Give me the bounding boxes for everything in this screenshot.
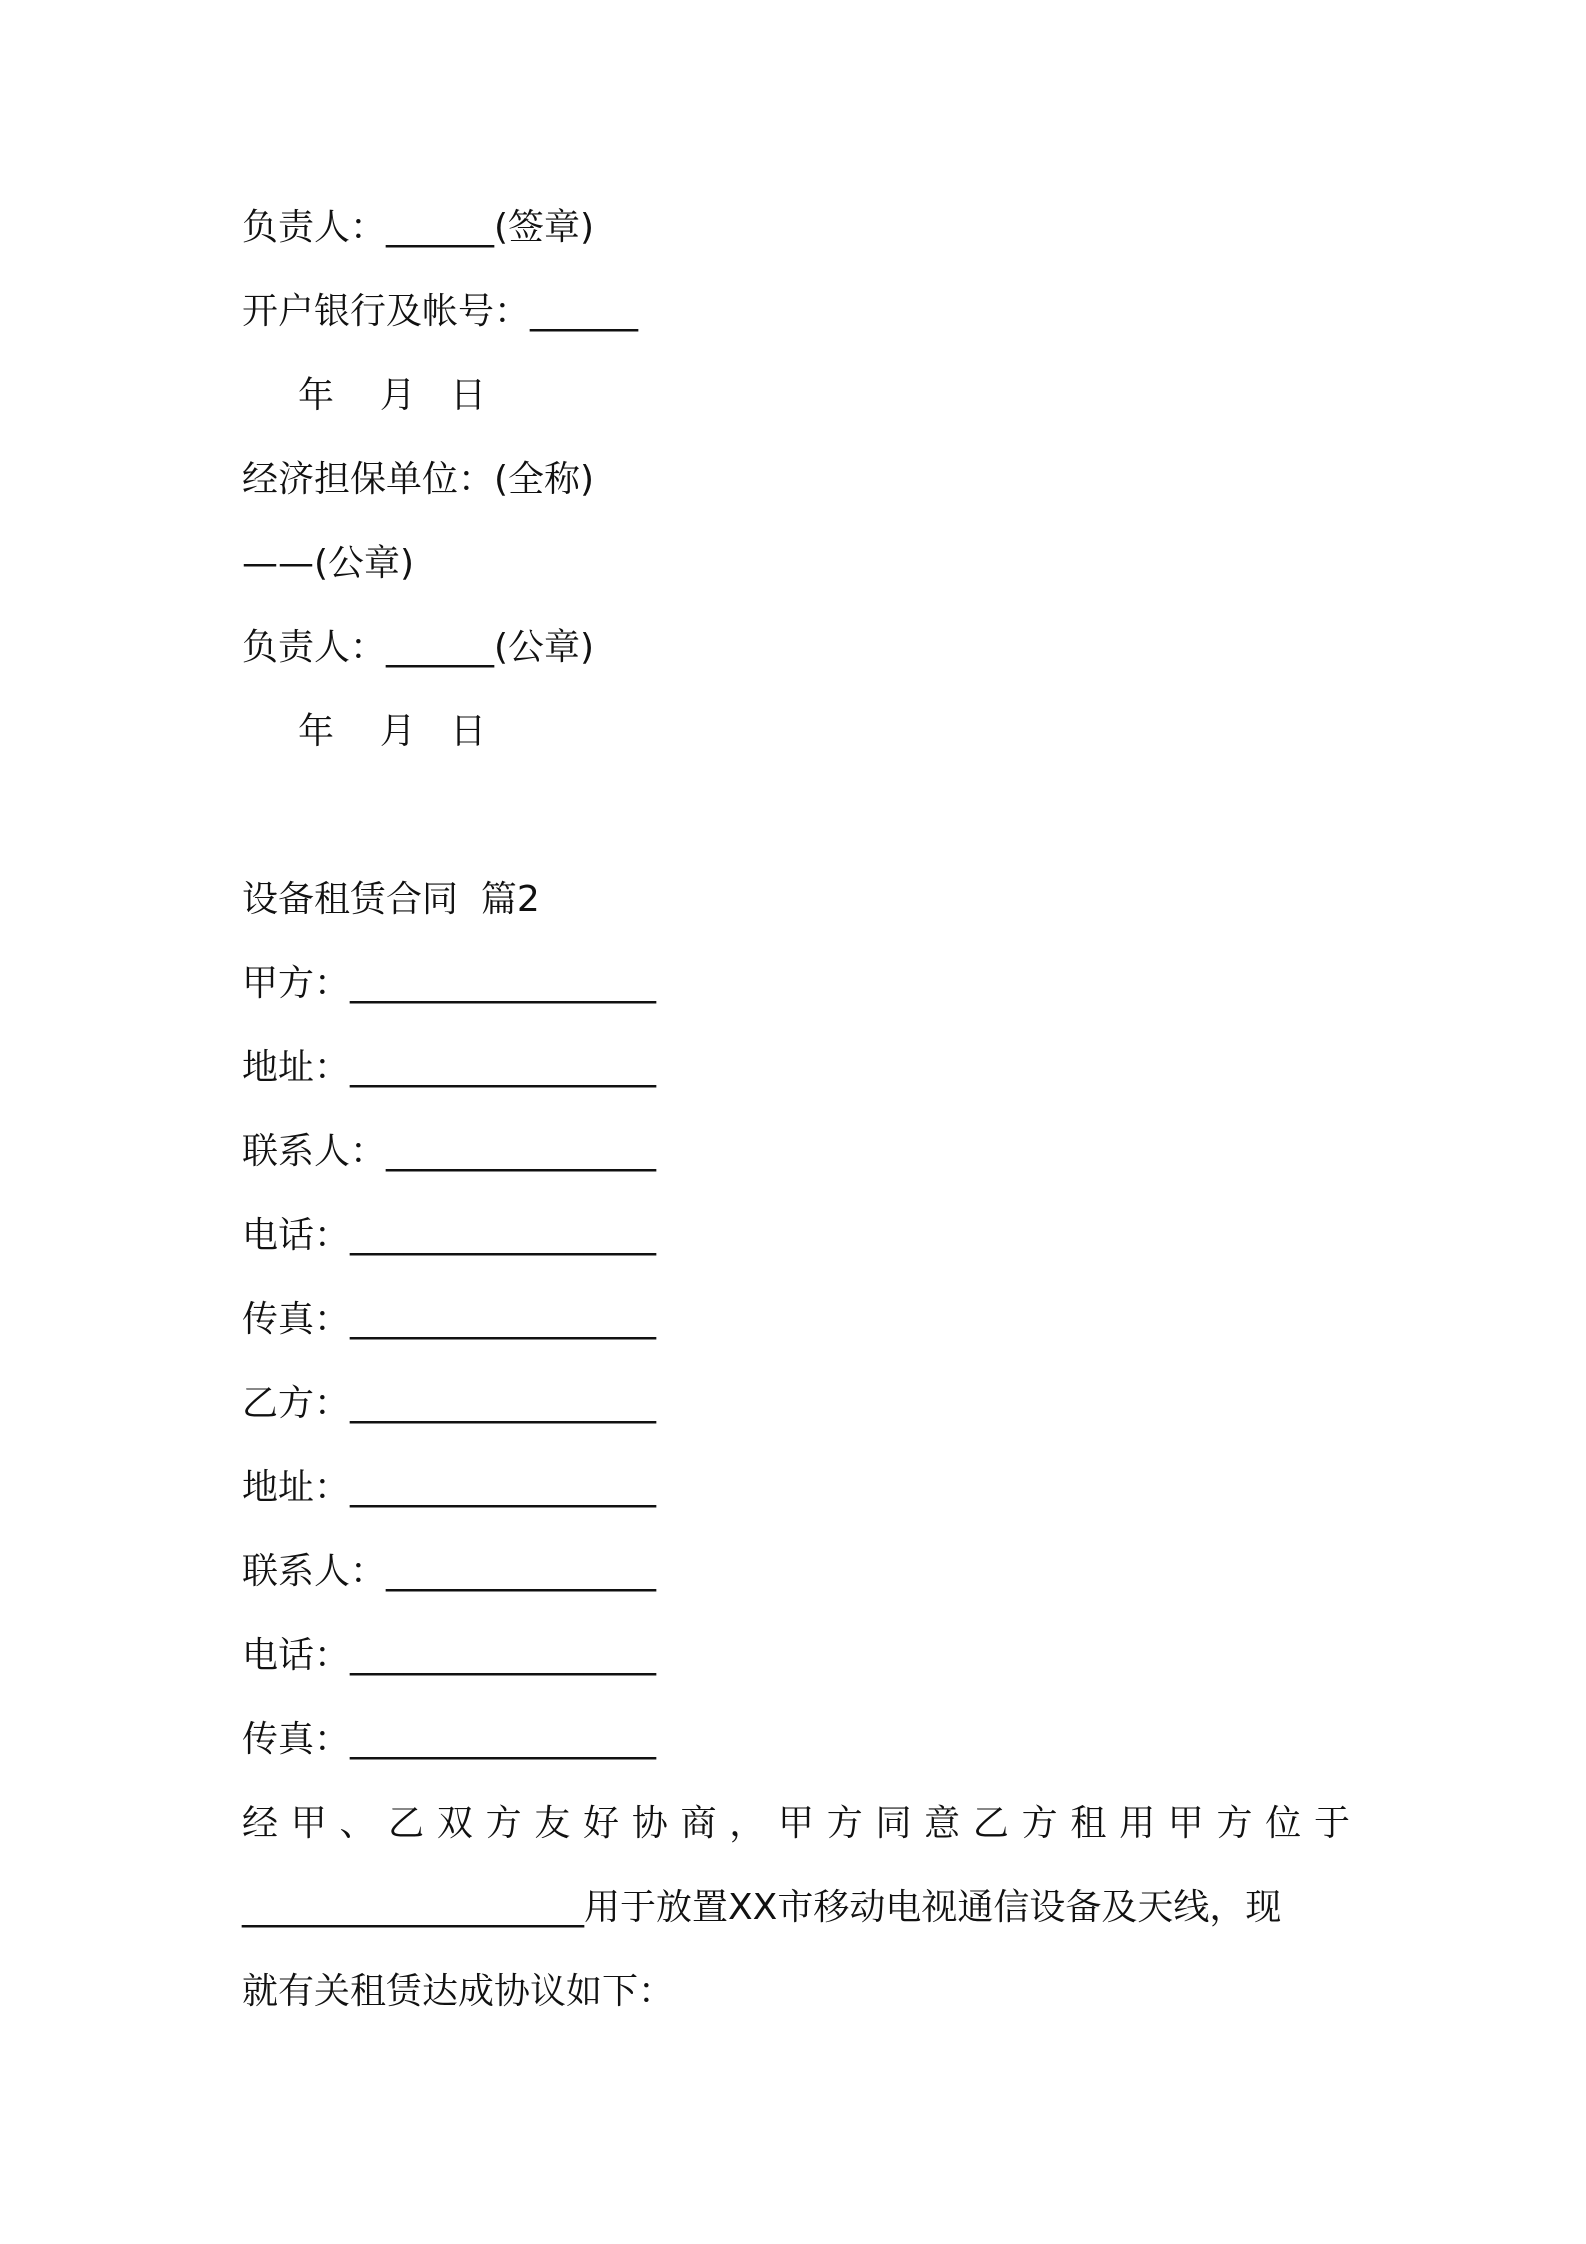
party-a-name-line: 甲方：_________________ [242, 963, 657, 1004]
party-a-phone-line: 电话：_________________ [242, 1215, 657, 1256]
party-b-fax-line: 传真：_________________ [242, 1719, 657, 1760]
party-b-name-line: 乙方：_________________ [242, 1383, 657, 1424]
party-a-contact-line: 联系人：_______________ [242, 1131, 657, 1172]
agreement-paragraph-line-3: 就有关租赁达成协议如下： [242, 1971, 675, 2012]
contract-title: 设备租赁合同 篇2 [242, 879, 540, 920]
responsible-signature-line: 负责人：______(签章) [242, 207, 595, 248]
party-b-phone-line: 电话：_________________ [242, 1635, 657, 1676]
guarantor-line: 经济担保单位：(全称) [242, 459, 595, 500]
party-b-address-line: 地址：_________________ [242, 1467, 657, 1508]
party-a-address-line: 地址：_________________ [242, 1047, 657, 1088]
party-b-contact-line: 联系人：_______________ [242, 1551, 657, 1592]
official-seal-line: ——(公章) [242, 543, 415, 584]
agreement-paragraph-line-1: 经甲、乙双方友好协商，甲方同意乙方租用甲方位于 [242, 1803, 1352, 1844]
date-line-2: 年 月 日 [298, 711, 487, 752]
bank-account-line: 开户银行及帐号：______ [242, 291, 639, 332]
responsible-seal-line: 负责人：______(公章) [242, 627, 595, 668]
date-line-1: 年 月 日 [298, 375, 487, 416]
agreement-paragraph-line-2: ___________________用于放置XX市移动电视通信设备及天线，现 [242, 1887, 1282, 1928]
party-a-fax-line: 传真：_________________ [242, 1299, 657, 1340]
